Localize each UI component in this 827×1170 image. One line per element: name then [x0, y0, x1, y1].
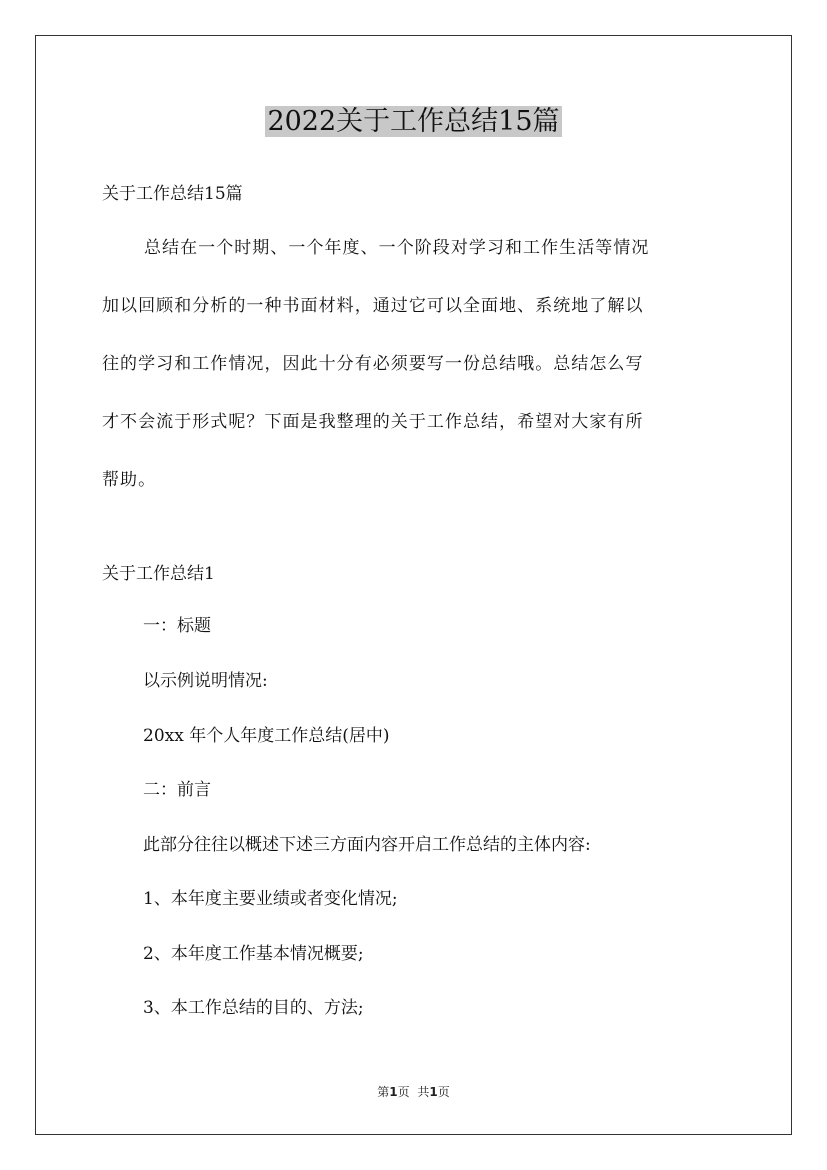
intro-line: 加以回顾和分析的一种书面材料，通过它可以全面地、系统地了解以	[102, 296, 644, 316]
footer-page-prefix: 第	[377, 1085, 390, 1099]
list-item: 以示例说明情况:	[143, 671, 268, 691]
list-item: 1、本年度主要业绩或者变化情况;	[143, 889, 398, 909]
footer-page-suffix: 页	[397, 1085, 410, 1099]
footer-total-suffix: 页	[437, 1085, 450, 1099]
intro-line: 往的学习和工作情况，因此十分有必须要写一份总结哦。总结怎么写	[102, 354, 644, 374]
page-footer	[0, 1083, 827, 1101]
section-heading: 关于工作总结1	[102, 564, 215, 584]
list-item: 此部分往往以概述下述三方面内容开启工作总结的主体内容:	[143, 835, 591, 855]
list-item: 20xx 年个人年度工作总结(居中)	[143, 726, 390, 746]
intro-line: 才不会流于形式呢？下面是我整理的关于工作总结，希望对大家有所	[102, 412, 644, 432]
intro-line: 总结在一个时期、一个年度、一个阶段对学习和工作生活等情况	[144, 238, 650, 258]
intro-line: 帮助。	[102, 470, 157, 490]
list-item: 一：标题	[143, 616, 211, 636]
footer-page-number: 1	[389, 1085, 398, 1099]
footer-total-prefix: 共	[417, 1085, 430, 1099]
intro-paragraph	[102, 229, 726, 519]
list-item: 二：前言	[143, 780, 211, 800]
document-title	[0, 103, 827, 141]
list-item: 3、本工作总结的目的、方法;	[143, 998, 364, 1018]
footer-total-number: 1	[429, 1085, 438, 1099]
list-item: 2、本年度工作基本情况概要;	[143, 944, 364, 964]
document-title-text: 2022关于工作总结15篇	[267, 106, 560, 137]
document-subtitle: 关于工作总结15篇	[102, 184, 243, 204]
